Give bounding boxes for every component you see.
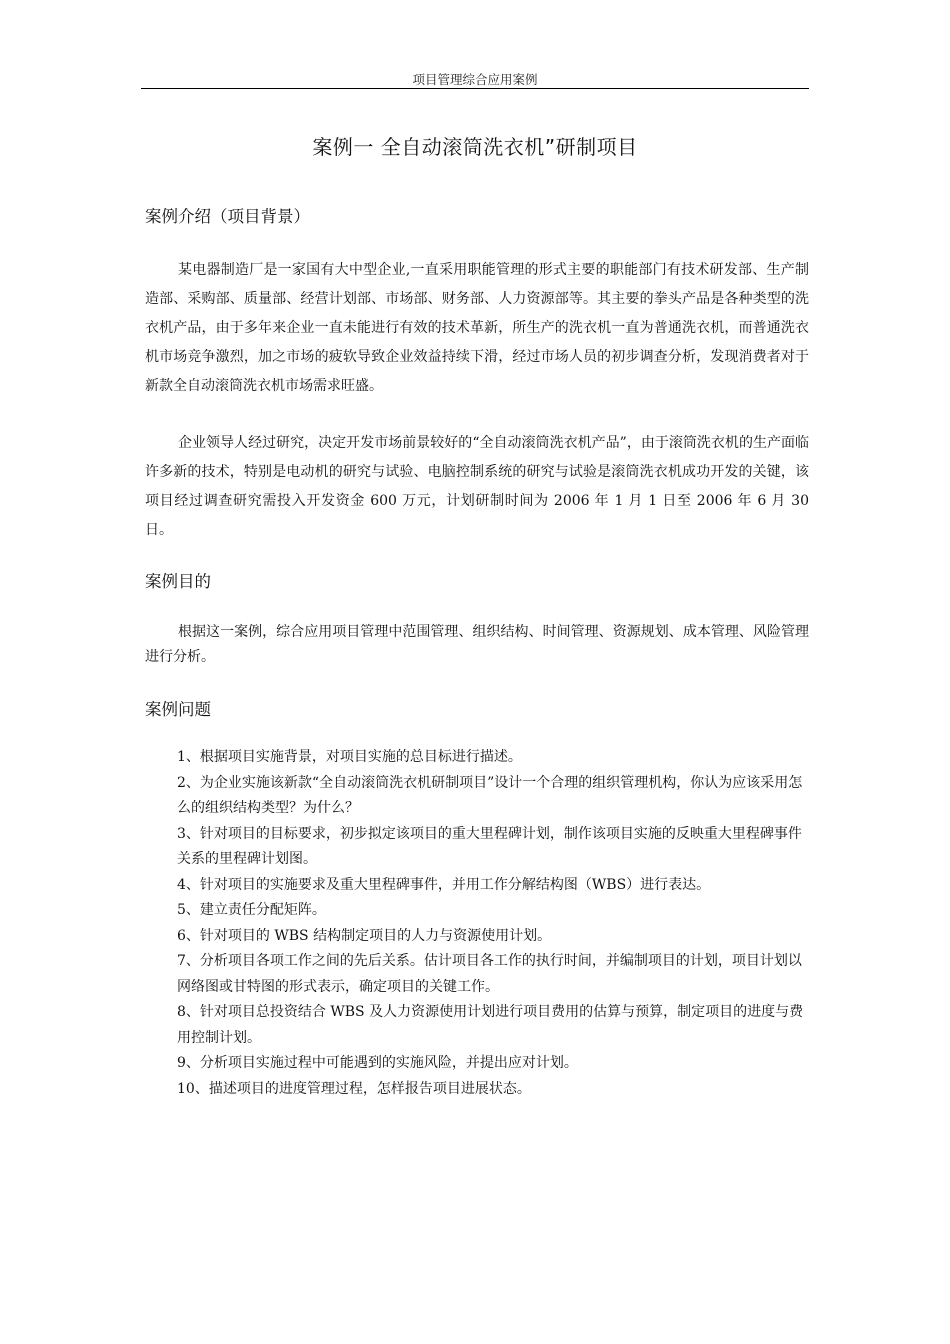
section-heading-questions: 案例问题 xyxy=(145,700,211,719)
question-item: 10、描述项目的进度管理过程，怎样报告项目进展状态。 xyxy=(177,1080,531,1097)
section-heading-background: 案例介绍（项目背景） xyxy=(145,207,310,226)
purpose-paragraph: 根据这一案例，综合应用项目管理中范围管理、组织结构、时间管理、资源规划、成本管理、风险管理进行分析。 xyxy=(145,624,809,665)
question-item: 7、分析项目各项工作之间的先后关系。估计项目各工作的执行时间，并编制项目的计划，项目计划以网络图或甘特图的形式表示，确定项目的关键工作。 xyxy=(177,953,802,995)
question-item: 5、建立责任分配矩阵。 xyxy=(177,902,326,918)
question-list xyxy=(177,745,809,1102)
question-item: 8、针对项目总投资结合 WBS 及人力资源使用计划进行项目费用的估算与预算，制定项目的进度与费用控制计划。 xyxy=(177,1004,804,1046)
background-paragraph-1: 某电器制造厂是一家国有大中型企业,一直采用职能管理的形式主要的职能部门有技术研发部、生产制造部、采购部、质量部、经营计划部、市场部、财务部、人力资源部等。其主要的拳头产品是各种类型的洗衣机产品，由于多年来企业一直未能进行有效的技术革新，所生产的洗衣机一直为普通洗衣机，而普通洗衣机市场竞争激烈，加之市场的疲软导致企业效益持续下滑，经过市场人员的初步调查分析，发现消费者对于新款全自动滚筒洗衣机市场需求旺盛。 xyxy=(145,262,809,394)
question-item: 9、分析项目实施过程中可能遇到的实施风险，并提出应对计划。 xyxy=(177,1055,578,1071)
question-item: 1、根据项目实施背景，对项目实施的总目标进行描述。 xyxy=(177,749,522,765)
running-header: 项目管理综合应用案例 xyxy=(412,72,538,87)
question-item: 3、针对项目的目标要求，初步拟定该项目的重大里程碑计划，制作该项目实施的反映重大里程碑事件关系的里程碑计划图。 xyxy=(177,825,802,867)
header-rule xyxy=(141,88,809,89)
question-item: 4、针对项目的实施要求及重大里程碑事件，并用工作分解结构图（WBS）进行表达。 xyxy=(177,876,711,893)
section-heading-purpose: 案例目的 xyxy=(145,572,211,591)
background-paragraph-2: 企业领导人经过研究，决定开发市场前景较好的“全自动滚筒洗衣机产品”，由于滚筒洗衣机的生产面临许多新的技术，特别是电动机的研究与试验、电脑控制系统的研究与试验是滚筒洗衣机成功开发的关键，该项目经过调查研究需投入开发资金 600 万元，计划研制时间为 2006 年 1 月 1 日至 2006 年 6 月 30 日。 xyxy=(145,435,809,538)
question-item: 6、针对项目的 WBS 结构制定项目的人力与资源使用计划。 xyxy=(177,927,552,944)
document-title: 案例一 全自动滚筒洗衣机”研制项目 xyxy=(312,135,638,159)
question-item: 2、为企业实施该新款“全自动滚筒洗衣机研制项目”设计一个合理的组织管理机构，你认为应该采用怎么的组织结构类型？为什么？ xyxy=(177,774,803,816)
